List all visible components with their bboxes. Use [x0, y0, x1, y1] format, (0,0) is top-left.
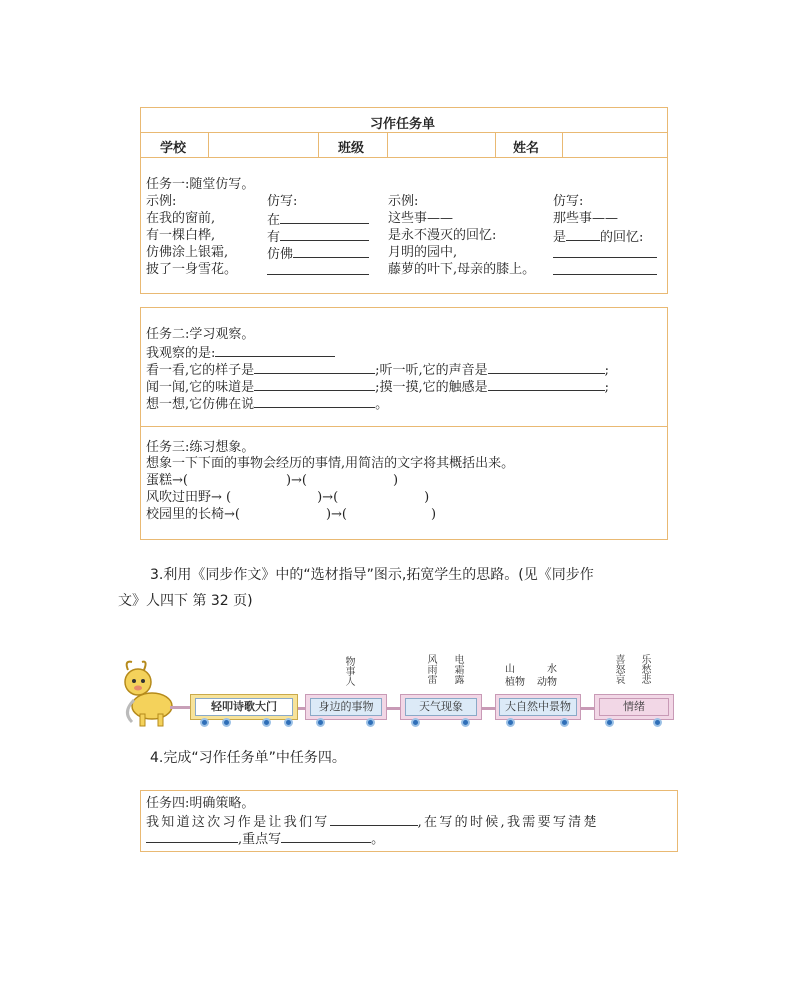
task4-line2[interactable]	[146, 829, 384, 848]
cargo-tag: 物事人	[343, 656, 354, 686]
train-wheel	[316, 718, 325, 727]
task1-example-line-right: 藤萝的叶下,母亲的膝上。	[388, 262, 536, 277]
train-wheel	[653, 718, 662, 727]
task1-example-line: 仿佛涂上银霜,	[146, 245, 229, 260]
step3-line2: 文》人四下 第 32 页)	[118, 593, 253, 609]
school-label: 学校	[160, 141, 187, 156]
task4-heading: 任务四:明确策略。	[146, 796, 255, 811]
answer-blank[interactable]	[293, 244, 369, 258]
cargo-tag: 乐愁悲	[639, 654, 650, 684]
train-wheel	[560, 718, 569, 727]
task3-item[interactable]	[146, 472, 398, 489]
answer-blank[interactable]	[215, 343, 335, 357]
train-coupler	[298, 707, 305, 710]
task1-prompt: 仿佛	[267, 247, 294, 262]
task1-example-label-right: 示例:	[388, 194, 419, 209]
sheet-title: 习作任务单	[370, 117, 436, 132]
train-car-things	[305, 694, 387, 720]
answer-blank[interactable]	[566, 227, 600, 241]
name-field[interactable]	[564, 134, 666, 156]
task4-prompt: ,重点写	[238, 832, 282, 847]
cargo-tag: 电霜露	[452, 654, 463, 684]
task2-prompt: ;摸一摸,它的触感是	[375, 380, 488, 395]
train-car-nature	[495, 694, 581, 720]
task3-item-label: 风吹过田野→ (	[146, 490, 232, 505]
answer-blank[interactable]	[553, 244, 657, 258]
cargo-tag: 动物	[537, 677, 557, 688]
train-wheel	[200, 718, 209, 727]
cargo-tag: 水	[547, 664, 557, 675]
answer-blank[interactable]	[488, 377, 605, 391]
task2-prompt: ;	[604, 363, 610, 378]
task2-3-divider	[140, 426, 668, 427]
task4-prompt: 我知道这次习作是让我们写	[146, 815, 330, 830]
task1-prompt: 是	[553, 230, 567, 245]
task2-prompt: 闻一闻,它的味道是	[146, 380, 255, 395]
train-wheel	[605, 718, 614, 727]
train-wheel	[461, 718, 470, 727]
header-col-line	[562, 132, 563, 158]
task1-prompt: 的回忆:	[600, 230, 644, 245]
task3-item-label: 校园里的长椅→(	[146, 507, 240, 522]
task1-heading: 任务一:随堂仿写。	[146, 177, 255, 192]
task1-prompt: 有	[267, 230, 281, 245]
task2-prompt: 想一想,它仿佛在说	[146, 397, 255, 412]
cargo-tag: 植物	[505, 677, 525, 688]
header-divider	[140, 132, 668, 133]
answer-blank[interactable]	[280, 227, 369, 241]
task3-heading: 任务三:练习想象。	[146, 440, 255, 455]
task3-close: )	[424, 490, 430, 505]
goat-mascot-icon	[114, 656, 190, 732]
task3-mid: )→(	[317, 490, 339, 505]
task4-prompt: 。	[371, 832, 385, 847]
train-wheel	[506, 718, 515, 727]
answer-blank[interactable]	[553, 261, 657, 275]
task3-item-label: 蛋糕→(	[146, 473, 188, 488]
task1-imitate-label-left: 仿写:	[267, 194, 298, 209]
car-plate: 大自然中景物	[499, 698, 577, 716]
task1-example-label-left: 示例:	[146, 194, 177, 209]
task1-imitate-right-4[interactable]	[553, 261, 657, 280]
cargo-tag: 风雨雷	[425, 654, 436, 684]
task2-prompt: 。	[375, 397, 389, 412]
car-plate: 情绪	[599, 698, 669, 716]
task1-example-line-right: 月明的园中,	[388, 245, 458, 260]
task1-example-line: 在我的窗前,	[146, 211, 216, 226]
train-car-emotion	[594, 694, 674, 720]
answer-blank[interactable]	[254, 394, 375, 408]
task3-mid: )→(	[285, 473, 308, 488]
train-car-weather	[400, 694, 482, 720]
step4-line: 4.完成“习作任务单”中任务四。	[150, 750, 346, 766]
header-col-line	[387, 132, 388, 158]
answer-blank[interactable]	[146, 829, 238, 843]
task2-prompt: ;听一听,它的声音是	[375, 363, 488, 378]
train-coupler	[482, 707, 495, 710]
task1-example-line: 披了一身雪花。	[146, 262, 238, 277]
task2-heading: 任务二:学习观察。	[146, 327, 255, 342]
task1-imitate-label-right: 仿写:	[553, 194, 584, 209]
answer-blank[interactable]	[254, 377, 375, 391]
cargo-tag: 喜怒哀	[613, 654, 624, 684]
header-col-line	[208, 132, 209, 158]
task1-example-line: 有一棵白桦,	[146, 228, 216, 243]
task2-line4[interactable]	[146, 394, 388, 413]
task1-example-line-right: 是永不漫灭的回忆:	[388, 228, 497, 243]
train-wheel	[411, 718, 420, 727]
answer-blank[interactable]	[330, 812, 418, 826]
train-car-engine	[190, 694, 298, 720]
train-wheel	[222, 718, 231, 727]
car-plate: 轻叩诗歌大门	[195, 698, 293, 716]
class-field[interactable]	[389, 134, 493, 156]
task3-item[interactable]	[146, 506, 436, 523]
answer-blank[interactable]	[280, 210, 369, 224]
cargo-tag-row	[505, 677, 557, 689]
task3-mid: )→(	[325, 507, 348, 522]
task3-item[interactable]	[146, 489, 429, 506]
cargo-tag: 山	[505, 664, 515, 675]
class-label: 班级	[338, 141, 365, 156]
train-wheel	[366, 718, 375, 727]
task1-imitate-line[interactable]	[267, 261, 369, 280]
train-coupler	[581, 707, 594, 710]
task3-instruction: 想象一下下面的事物会经历的事情,用简洁的文字将其概括出来。	[146, 456, 515, 471]
answer-blank[interactable]	[281, 829, 371, 843]
task2-prompt: ;	[604, 380, 610, 395]
answer-blank[interactable]	[488, 360, 605, 374]
task1-imitate-right-1: 那些事——	[553, 211, 619, 226]
answer-blank[interactable]	[254, 360, 375, 374]
car-plate: 身边的事物	[310, 698, 382, 716]
train-wheel	[284, 718, 293, 727]
cargo-tag-row	[505, 664, 557, 676]
task2-prompt: 看一看,它的样子是	[146, 363, 255, 378]
task3-close: )	[431, 507, 437, 522]
task2-prompt: 我观察的是:	[146, 346, 216, 361]
car-plate: 天气现象	[405, 698, 477, 716]
task1-prompt: 在	[267, 213, 281, 228]
task1-example-line-right: 这些事——	[388, 211, 454, 226]
answer-blank[interactable]	[267, 261, 369, 275]
train-coupler	[387, 707, 400, 710]
task4-prompt: ,在写的时候,我需要写清楚	[417, 815, 599, 830]
header-col-line	[318, 132, 319, 158]
header-col-line	[495, 132, 496, 158]
name-label: 姓名	[513, 141, 540, 156]
step3-line1: 3.利用《同步作文》中的“选材指导”图示,拓宽学生的思路。(见《同步作	[150, 567, 594, 583]
school-field[interactable]	[210, 134, 316, 156]
train-wheel	[262, 718, 271, 727]
task3-close: )	[393, 473, 399, 488]
train-rope	[170, 706, 190, 709]
